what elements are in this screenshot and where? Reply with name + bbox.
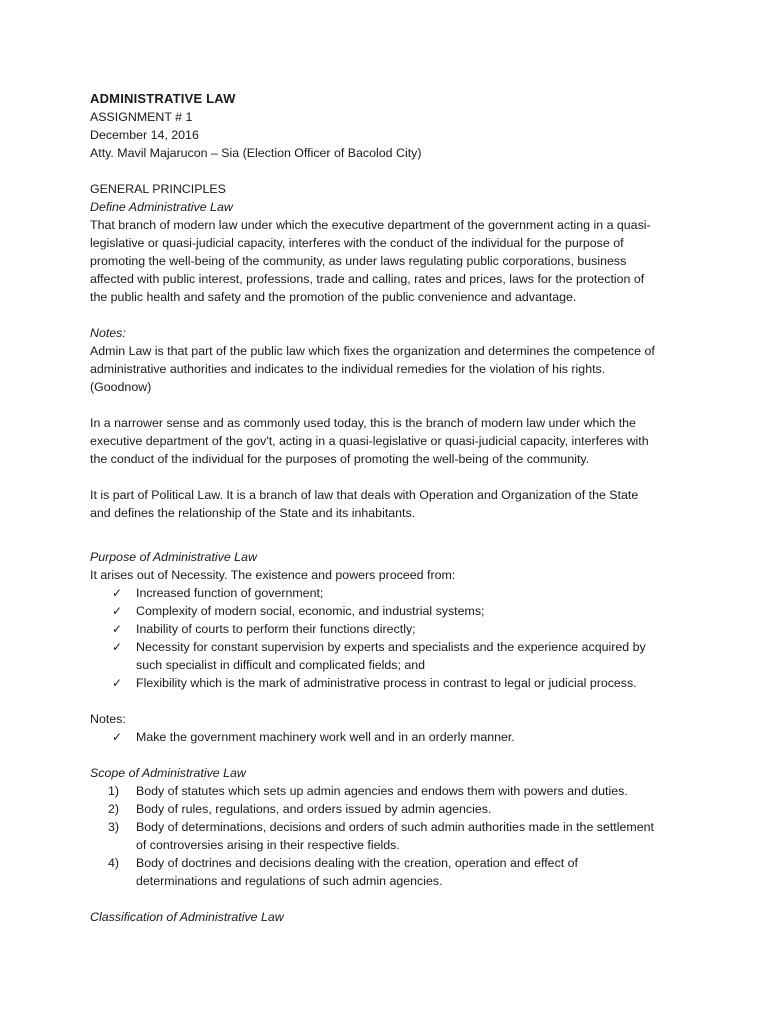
paragraph-line: Admin Law is that part of the public law which fixes the organization and determines the competence of	[90, 344, 655, 358]
paragraph-line: administrative authorities and indicates to the individual remedies for the violation of his rights.	[90, 362, 606, 376]
paragraph-line: the public health and safety and the promotion of the public convenience and advantage.	[90, 290, 577, 304]
document-title: ADMINISTRATIVE LAW	[90, 91, 236, 106]
paragraph-line: That branch of modern law under which the executive department of the government acting in a quasi-	[90, 218, 651, 232]
list-item-text: Body of statutes which sets up admin agencies and endows them with powers and duties.	[136, 784, 628, 798]
list-item-text: Make the government machinery work well and in an orderly manner.	[136, 730, 515, 744]
purpose-heading: Purpose of Administrative Law	[90, 550, 257, 564]
checkmark-icon: ✓	[112, 586, 123, 600]
paragraph-line: In a narrower sense and as commonly used today, this is the branch of modern law under which the	[90, 416, 636, 430]
list-item	[90, 638, 690, 674]
paragraph-line: affected with public interest, professions, trade and calling, rates and prices, laws for the protection of	[90, 272, 645, 286]
list-item-text: Increased function of government;	[136, 586, 324, 600]
paragraph-line: It is part of Political Law. It is a branch of law that deals with Operation and Organization of the State	[90, 488, 639, 502]
notes-paragraph-political-law	[90, 486, 690, 522]
checkmark-icon: ✓	[112, 676, 123, 690]
list-item	[90, 818, 690, 854]
list-number: 4)	[108, 856, 120, 870]
list-item	[90, 584, 690, 602]
notes-label: Notes:	[90, 326, 126, 340]
list-item-text: Body of doctrines and decisions dealing with the creation, operation and effect of	[136, 856, 578, 870]
paragraph-line: legislative or quasi-judicial capacity, interferes with the conduct of the individual for the purpose of	[90, 236, 624, 250]
purpose-checklist	[90, 584, 690, 692]
list-item	[90, 674, 690, 692]
assignment-number: ASSIGNMENT # 1	[90, 110, 193, 124]
list-item	[90, 602, 690, 620]
notes-paragraph-narrower-sense	[90, 414, 690, 468]
list-number: 3)	[108, 820, 120, 834]
list-item-text: determinations and regulations of such admin agencies.	[136, 874, 443, 888]
notes-paragraph-goodnow	[90, 342, 690, 396]
paragraph-line: (Goodnow)	[90, 380, 152, 394]
checkmark-icon: ✓	[112, 622, 123, 636]
author-line: Atty. Mavil Majarucon – Sia (Election Officer of Bacolod City)	[90, 146, 422, 160]
document-date: December 14, 2016	[90, 128, 199, 142]
list-item	[90, 782, 690, 800]
list-item-text: Body of determinations, decisions and orders of such admin authorities made in the settlement	[136, 820, 654, 834]
list-item-text: Complexity of modern social, economic, and industrial systems;	[136, 604, 485, 618]
list-item-text: Necessity for constant supervision by experts and specialists and the experience acquired by	[136, 640, 646, 654]
paragraph-line: the conduct of the individual for the purposes of promoting the well-being of the community.	[90, 452, 590, 466]
checkmark-icon: ✓	[112, 640, 123, 654]
list-item-text: Flexibility which is the mark of administrative process in contrast to legal or judicial process.	[136, 676, 637, 690]
purpose-notes-checklist	[90, 728, 690, 746]
checkmark-icon: ✓	[112, 730, 123, 744]
list-item	[90, 728, 690, 746]
purpose-notes-label: Notes:	[90, 712, 126, 726]
definition-paragraph	[90, 216, 690, 306]
list-number: 1)	[108, 784, 120, 798]
checkmark-icon: ✓	[112, 604, 123, 618]
paragraph-line: and defines the relationship of the State and its inhabitants.	[90, 506, 416, 520]
list-item-text: such specialist in difficult and complicated fields; and	[136, 658, 426, 672]
list-item	[90, 854, 690, 890]
define-admin-law-subheading: Define Administrative Law	[90, 200, 233, 214]
list-item-text: Body of rules, regulations, and orders issued by admin agencies.	[136, 802, 492, 816]
paragraph-line: executive department of the gov't, acting in a quasi-legislative or quasi-judicial capacity, interferes with	[90, 434, 649, 448]
purpose-intro: It arises out of Necessity. The existence and powers proceed from:	[90, 568, 456, 582]
list-item	[90, 620, 690, 638]
paragraph-line: promoting the well-being of the community, as under laws regulating public corporations, business	[90, 254, 627, 268]
document-page	[90, 90, 690, 926]
list-number: 2)	[108, 802, 120, 816]
list-item-text: Inability of courts to perform their functions directly;	[136, 622, 416, 636]
list-item	[90, 800, 690, 818]
scope-numbered-list	[90, 782, 690, 890]
list-item-text: of controversies arising in their respective fields.	[136, 838, 400, 852]
general-principles-heading: GENERAL PRINCIPLES	[90, 182, 226, 196]
scope-heading: Scope of Administrative Law	[90, 766, 246, 780]
classification-heading: Classification of Administrative Law	[90, 910, 284, 924]
